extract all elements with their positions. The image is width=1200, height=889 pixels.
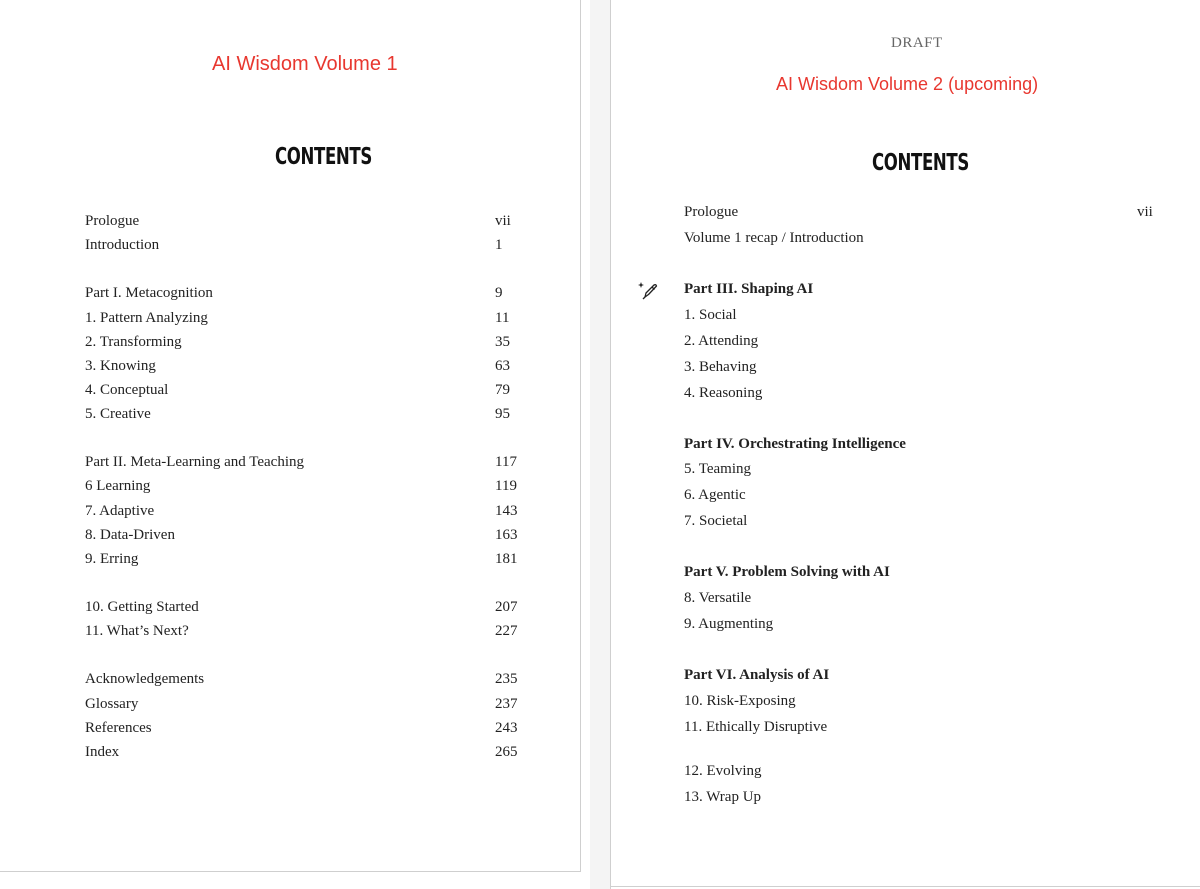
- volume1-title: AI Wisdom Volume 1: [212, 53, 398, 75]
- toc-entry-label: 7. Societal: [684, 513, 748, 529]
- volume2-title: AI Wisdom Volume 2 (upcoming): [776, 74, 1039, 94]
- toc-entry-label: 1. Social: [684, 307, 737, 323]
- toc-entry-label: 5. Creative: [85, 406, 151, 422]
- toc-page-number: 35: [495, 334, 510, 350]
- toc-page-number: 163: [495, 527, 518, 543]
- toc-entry-label: 3. Knowing: [85, 358, 156, 374]
- toc-entry-label: Volume 1 recap / Introduction: [684, 230, 864, 246]
- toc-entry-label: Part I. Metacognition: [85, 285, 213, 301]
- page-gap: [590, 0, 610, 889]
- toc-entry-label: 9. Erring: [85, 551, 139, 567]
- toc-page-number: 207: [495, 599, 518, 615]
- toc-entry-label: Index: [85, 744, 120, 760]
- toc-entry-label: Acknowledgements: [85, 671, 205, 687]
- toc-page-number: 119: [495, 478, 517, 494]
- toc-entry-label: 11. What’s Next?: [85, 623, 189, 639]
- volume1-page: [0, 0, 581, 872]
- toc-entry-label: 13. Wrap Up: [684, 789, 762, 805]
- toc-entry-label: Prologue: [684, 204, 739, 220]
- toc-entry-label: 2. Attending: [684, 333, 759, 349]
- toc-page-number: 235: [495, 671, 518, 687]
- toc-entry-label: 8. Versatile: [684, 590, 752, 606]
- toc-part-heading: Part III. Shaping AI: [684, 281, 814, 297]
- toc-entry-label: 10. Getting Started: [85, 599, 199, 615]
- toc-entry-label: 6 Learning: [85, 478, 151, 494]
- toc-entry-label: 5. Teaming: [684, 461, 751, 477]
- toc-entry-label: References: [85, 720, 152, 736]
- toc-entry-label: Glossary: [85, 696, 139, 712]
- toc-page-number: 1: [495, 237, 503, 253]
- toc-entry-label: 8. Data-Driven: [85, 527, 175, 543]
- toc-entry-label: 3. Behaving: [684, 359, 757, 375]
- toc-page-number: 227: [495, 623, 518, 639]
- toc-page-number: 63: [495, 358, 510, 374]
- toc-page-number: 243: [495, 720, 518, 736]
- toc-page-number: vii: [1137, 204, 1153, 220]
- toc-page-number: 79: [495, 382, 510, 398]
- toc-entry-label: 1. Pattern Analyzing: [85, 310, 208, 326]
- toc-page-number: 117: [495, 454, 517, 470]
- toc-page-number: vii: [495, 213, 511, 229]
- toc-entry-label: Prologue: [85, 213, 140, 229]
- draft-watermark: DRAFT: [891, 35, 943, 51]
- toc-entry-label: 11. Ethically Disruptive: [684, 719, 828, 735]
- toc-page-number: 9: [495, 285, 503, 301]
- magic-pen-icon[interactable]: [637, 279, 659, 301]
- toc-part-heading: Part VI. Analysis of AI: [684, 667, 830, 683]
- toc-page-number: 143: [495, 503, 518, 519]
- toc-entry-label: 2. Transforming: [85, 334, 182, 350]
- toc-entry-label: 4. Conceptual: [85, 382, 169, 398]
- toc-entry-label: 10. Risk-Exposing: [684, 693, 796, 709]
- volume2-contents-heading: CONTENTS: [872, 150, 969, 176]
- toc-page-number: 181: [495, 551, 518, 567]
- toc-entry-label: Part II. Meta-Learning and Teaching: [85, 454, 305, 470]
- toc-entry-label: 4. Reasoning: [684, 385, 763, 401]
- toc-page-number: 95: [495, 406, 510, 422]
- toc-part-heading: Part IV. Orchestrating Intelligence: [684, 436, 906, 452]
- toc-entry-label: 7. Adaptive: [85, 503, 155, 519]
- toc-entry-label: Introduction: [85, 237, 160, 253]
- toc-entry-label: 6. Agentic: [684, 487, 746, 503]
- volume2-page: [610, 0, 1200, 889]
- toc-entry-label: 9. Augmenting: [684, 616, 774, 632]
- toc-page-number: 11: [495, 310, 510, 326]
- toc-entry-label: 12. Evolving: [684, 763, 762, 779]
- toc-page-number: 237: [495, 696, 518, 712]
- toc-page-number: 265: [495, 744, 518, 760]
- volume1-contents-heading: CONTENTS: [275, 144, 372, 170]
- toc-part-heading: Part V. Problem Solving with AI: [684, 564, 890, 580]
